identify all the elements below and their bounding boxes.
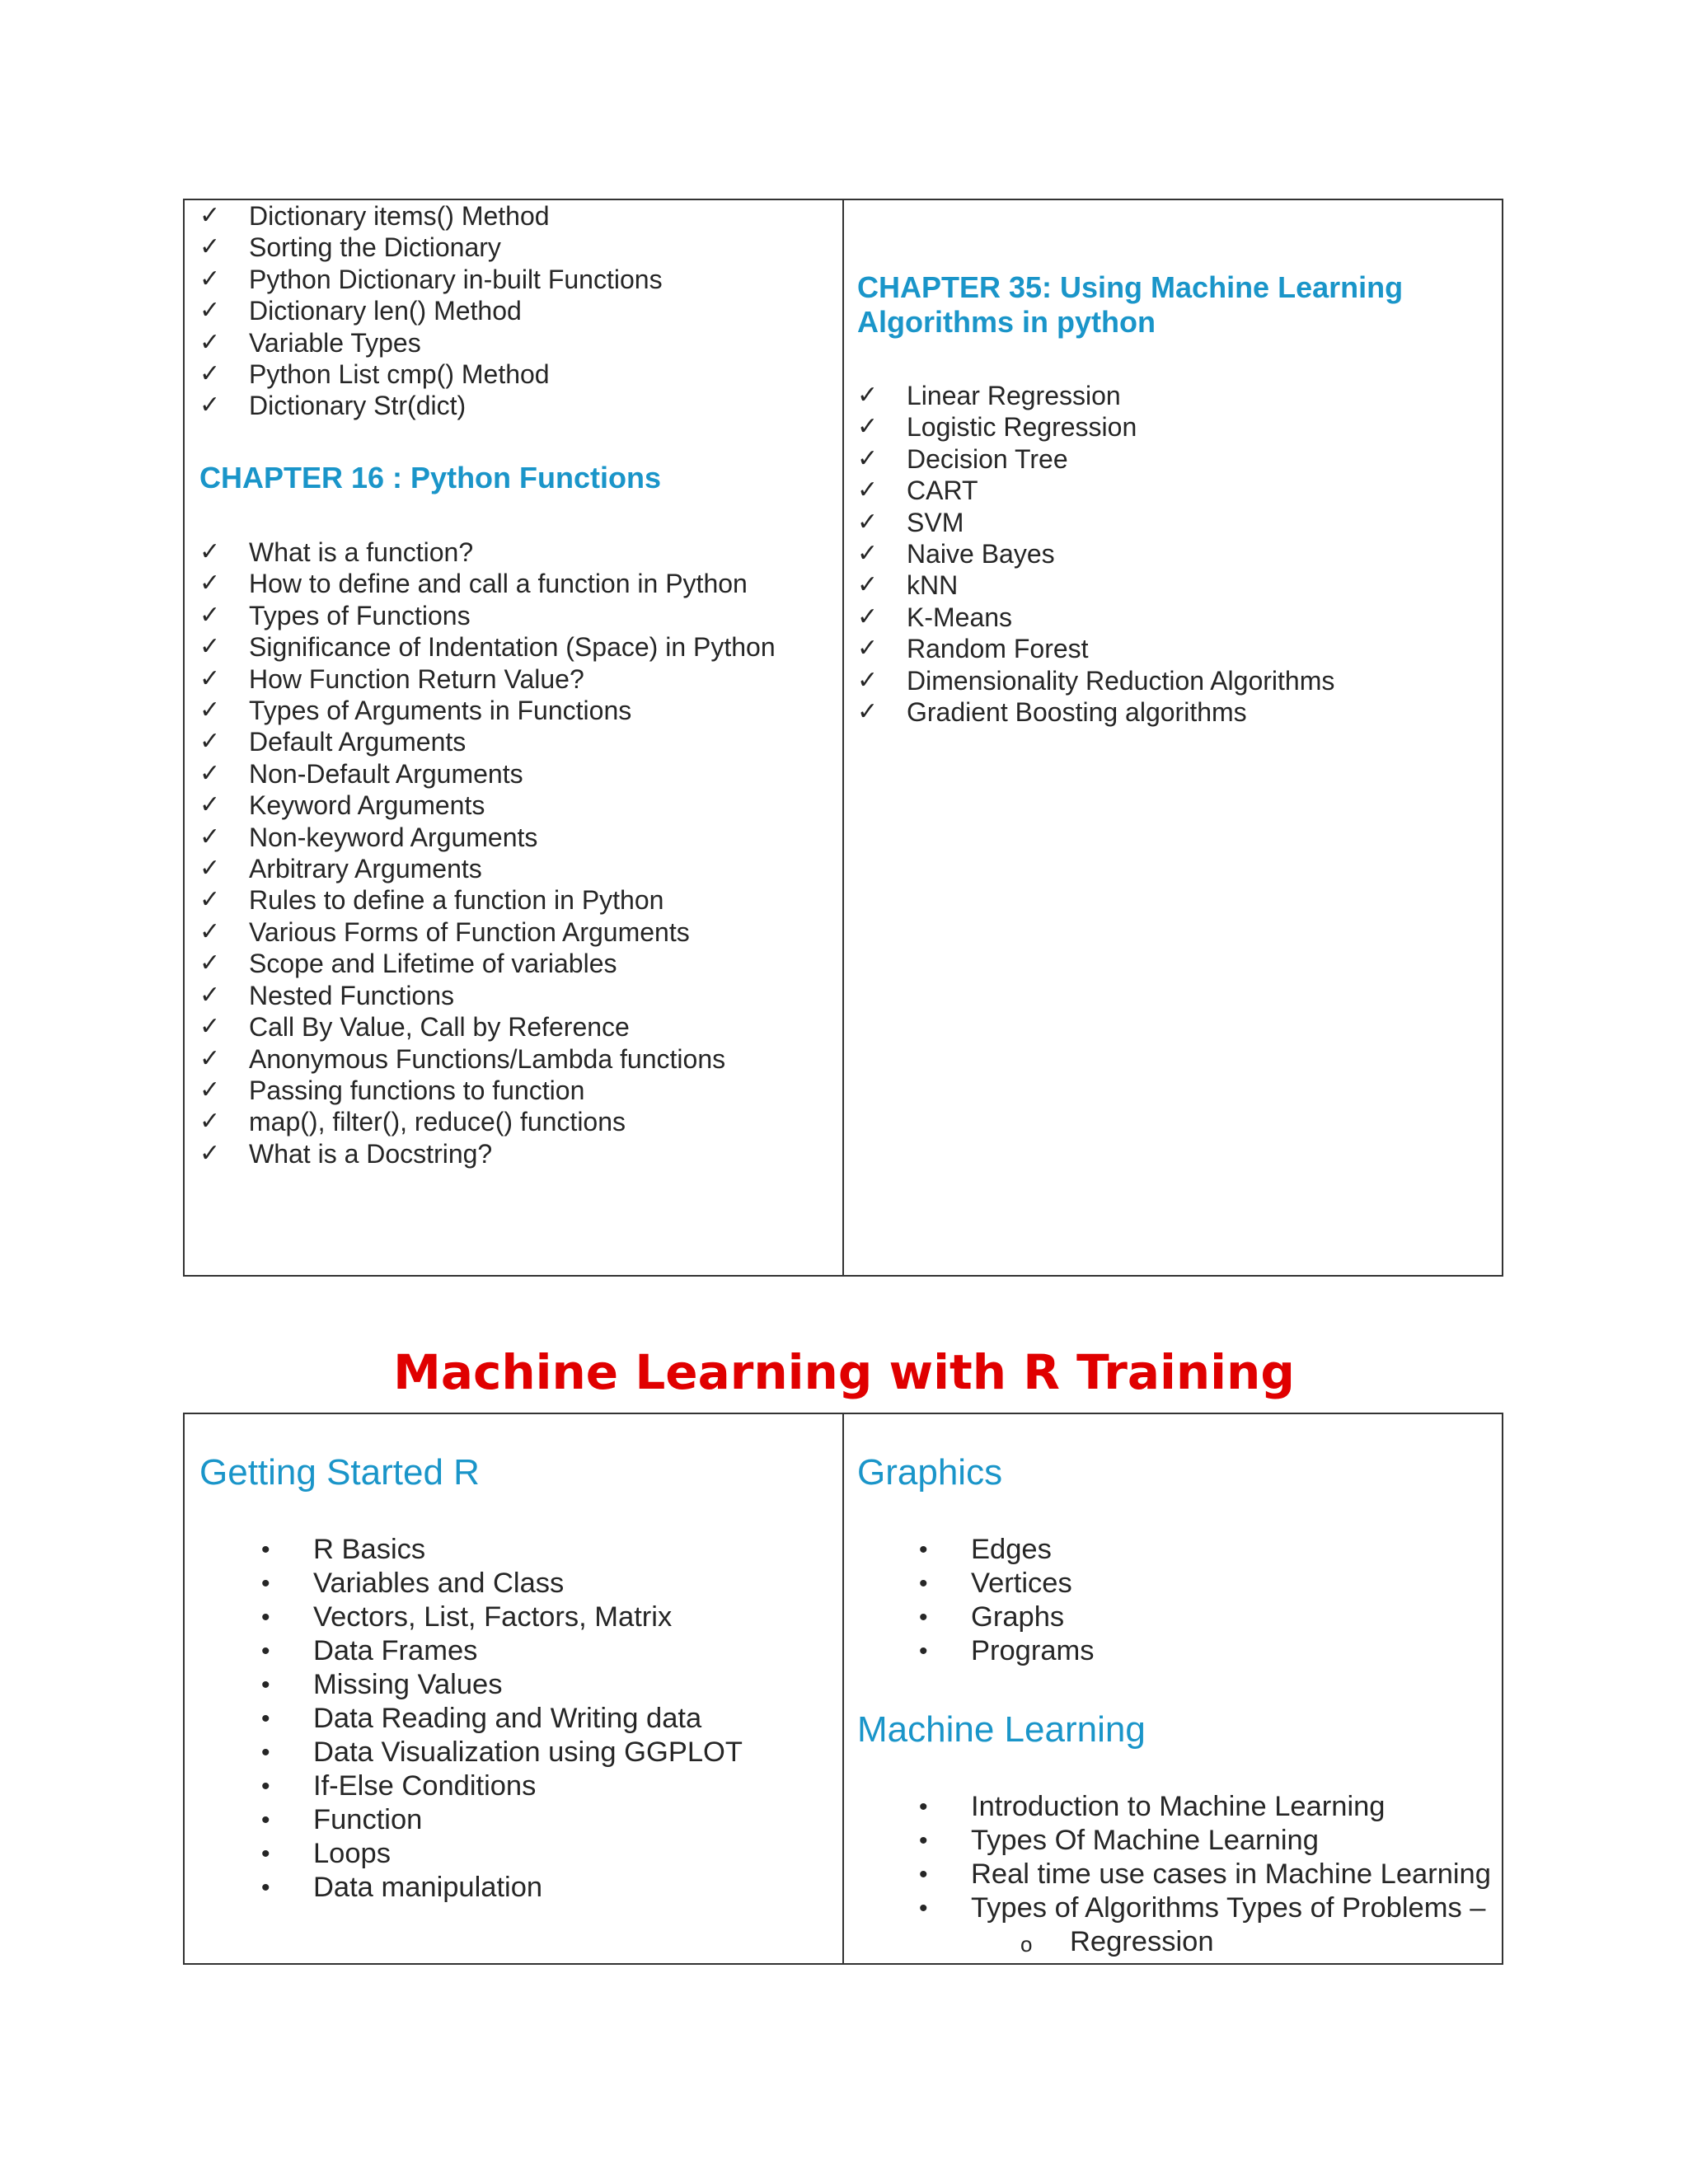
sub-list-item	[857, 1925, 1491, 1959]
list-item	[199, 1736, 743, 1769]
bullet-icon: •	[261, 1570, 270, 1597]
list-item	[857, 696, 1334, 728]
bullet-icon: •	[261, 1705, 270, 1732]
getting-started-r-title: Getting Started R	[199, 1452, 480, 1493]
machine-learning-topics	[857, 1790, 1491, 1959]
list-item	[199, 359, 663, 390]
dictionary-topic-list	[199, 200, 663, 422]
list-item-text: Arbitrary Arguments	[249, 854, 482, 884]
list-item-text: Passing functions to function	[249, 1075, 585, 1105]
list-item	[857, 507, 1334, 538]
list-item-text: Non-keyword Arguments	[249, 822, 538, 852]
list-item	[199, 1803, 743, 1837]
bullet-icon: •	[919, 1861, 928, 1888]
checkmark-icon: ✓	[199, 569, 221, 598]
checkmark-icon: ✓	[199, 264, 221, 293]
chapter-35-title	[857, 270, 1403, 340]
checkmark-icon: ✓	[199, 201, 221, 230]
list-item	[199, 1075, 776, 1106]
checkmark-icon: ✓	[857, 381, 879, 410]
list-item-text: Dictionary len() Method	[249, 296, 522, 326]
chapter-16-topic-list	[199, 537, 776, 1169]
list-item-text: CART	[907, 476, 978, 506]
graphics-title: Graphics	[857, 1452, 1003, 1493]
checkmark-icon: ✓	[199, 758, 221, 788]
list-item	[199, 1138, 776, 1169]
bullet-icon: •	[261, 1840, 270, 1868]
bullet-icon: •	[261, 1604, 270, 1631]
checkmark-icon: ✓	[199, 790, 221, 820]
list-item-text: Dictionary items() Method	[249, 201, 550, 231]
bullet-icon: •	[919, 1570, 928, 1597]
checkmark-icon: ✓	[857, 634, 879, 663]
checkmark-icon: ✓	[857, 697, 879, 727]
list-item-text: Naive Bayes	[907, 539, 1055, 569]
list-item	[199, 695, 776, 726]
machine-learning-title: Machine Learning	[857, 1709, 1146, 1750]
list-item	[199, 1769, 743, 1803]
list-item	[857, 1533, 1095, 1567]
list-item-text: Types of Algorithms Types of Problems –	[971, 1892, 1486, 1924]
list-item-text: Data Reading and Writing data	[313, 1703, 702, 1734]
list-item	[199, 327, 663, 359]
checkmark-icon: ✓	[199, 916, 221, 946]
list-item-text: Missing Values	[313, 1669, 503, 1700]
list-item-text: Random Forest	[907, 634, 1089, 664]
checkmark-icon: ✓	[199, 1138, 221, 1168]
bullet-icon: •	[919, 1827, 928, 1854]
list-item	[199, 1871, 743, 1905]
list-item-text: Variable Types	[249, 327, 421, 358]
list-item	[199, 758, 776, 790]
list-item-text: Graphs	[971, 1601, 1065, 1633]
list-item-text: Data Frames	[313, 1635, 478, 1666]
checkmark-icon: ✓	[199, 1075, 221, 1104]
list-item-text: R Basics	[313, 1534, 426, 1565]
bullet-icon: •	[919, 1604, 928, 1631]
list-item	[199, 663, 776, 695]
list-item-text: What is a function?	[249, 537, 474, 567]
chapter-35-topics	[857, 380, 1334, 728]
list-item-text: Nested Functions	[249, 980, 455, 1010]
list-item	[199, 537, 776, 568]
table2-left-column	[185, 1414, 844, 1963]
list-item-text: Non-Default Arguments	[249, 758, 523, 789]
checkmark-icon: ✓	[199, 632, 221, 662]
list-item-text: K-Means	[907, 602, 1013, 632]
list-item-text: map(), filter(), reduce() functions	[249, 1107, 626, 1137]
table1-left-column	[185, 200, 844, 1275]
list-item-text: Types Of Machine Learning	[971, 1825, 1319, 1856]
checkmark-icon: ✓	[199, 980, 221, 1010]
list-item	[199, 1011, 776, 1043]
checkmark-icon: ✓	[857, 443, 879, 473]
checkmark-icon: ✓	[857, 539, 879, 569]
machine-learning-list	[857, 1790, 1491, 1925]
list-item-text: Loops	[313, 1838, 391, 1869]
list-item-text: Gradient Boosting algorithms	[907, 697, 1247, 728]
section-title: Machine Learning with R Training	[393, 1344, 1295, 1400]
list-item	[857, 443, 1334, 475]
chapter-35-topic-list	[857, 380, 1334, 728]
list-item-text: Dimensionality Reduction Algorithms	[907, 665, 1335, 696]
list-item-text: Regression	[1070, 1926, 1214, 1957]
list-item-text: Linear Regression	[907, 381, 1121, 410]
list-item-text: Default Arguments	[249, 727, 467, 757]
checkmark-icon: ✓	[199, 663, 221, 693]
list-item	[857, 1824, 1491, 1858]
bullet-icon: •	[919, 1536, 928, 1563]
checkmark-icon: ✓	[199, 391, 221, 420]
list-item	[199, 884, 776, 916]
list-item-text: Edges	[971, 1534, 1052, 1565]
chapter-16-title: CHAPTER 16 : Python Functions	[199, 461, 662, 494]
list-item-text: If-Else Conditions	[313, 1770, 537, 1802]
bullet-icon: •	[261, 1638, 270, 1665]
list-item-text: Dictionary Str(dict)	[249, 391, 467, 421]
list-item-text: Anonymous Functions/Lambda functions	[249, 1043, 726, 1074]
list-item-text: How Function Return Value?	[249, 663, 584, 694]
list-item-text: Function	[313, 1804, 423, 1835]
list-item-text: Significance of Indentation (Space) in Python	[249, 632, 776, 663]
getting-started-r-list	[199, 1533, 743, 1905]
checkmark-icon: ✓	[199, 359, 221, 389]
bullet-icon: •	[919, 1793, 928, 1821]
list-item-text: Various Forms of Function Arguments	[249, 916, 690, 947]
checkmark-icon: ✓	[199, 232, 221, 262]
list-item	[857, 633, 1334, 664]
circle-bullet-icon: o	[1020, 1932, 1033, 1957]
checkmark-icon: ✓	[199, 600, 221, 630]
list-item	[857, 380, 1334, 411]
list-item-text: Variables and Class	[313, 1568, 565, 1599]
bullet-icon: •	[261, 1739, 270, 1766]
list-item-text: Scope and Lifetime of variables	[249, 949, 617, 979]
bullet-icon: •	[919, 1895, 928, 1922]
list-item-text: Logistic Regression	[907, 412, 1137, 443]
list-item	[199, 600, 776, 631]
list-item	[857, 602, 1334, 633]
chapter-35-title-line1: CHAPTER 35: Using Machine Learning	[857, 270, 1404, 304]
list-item	[857, 569, 1334, 601]
chapter-35-title-line2: Algorithms in python	[857, 305, 1156, 339]
list-item-text: Introduction to Machine Learning	[971, 1791, 1386, 1822]
list-item-text: SVM	[907, 507, 964, 537]
list-item-text: Decision Tree	[907, 443, 1068, 474]
list-item	[199, 232, 663, 263]
checkmark-icon: ✓	[857, 507, 879, 537]
list-item-text: Data manipulation	[313, 1872, 543, 1903]
list-item	[199, 822, 776, 853]
list-item-text: Rules to define a function in Python	[249, 885, 664, 916]
list-item	[199, 1533, 743, 1567]
list-item	[857, 1790, 1491, 1824]
checkmark-icon: ✓	[857, 665, 879, 695]
checkmark-icon: ✓	[857, 602, 879, 631]
list-item	[199, 1634, 743, 1668]
checkmark-icon: ✓	[857, 412, 879, 442]
checkmark-icon: ✓	[199, 537, 221, 566]
list-item	[199, 980, 776, 1011]
bullet-icon: •	[261, 1671, 270, 1699]
list-item	[199, 631, 776, 663]
checkmark-icon: ✓	[199, 1012, 221, 1042]
list-item-text: Programs	[971, 1635, 1095, 1666]
checkmark-icon: ✓	[857, 570, 879, 600]
list-item	[857, 475, 1334, 506]
bullet-icon: •	[261, 1536, 270, 1563]
list-item-text: Sorting the Dictionary	[249, 232, 501, 263]
list-item	[199, 1837, 743, 1871]
list-item	[199, 200, 663, 232]
checkmark-icon: ✓	[199, 949, 221, 978]
list-item	[199, 1668, 743, 1702]
python-syllabus-table	[183, 199, 1503, 1277]
checkmark-icon: ✓	[199, 885, 221, 915]
list-item	[857, 1567, 1095, 1601]
list-item	[199, 853, 776, 884]
list-item-text: Types of Functions	[249, 600, 471, 630]
getting-started-r-topics	[199, 1533, 743, 1905]
list-item-text: Real time use cases in Machine Learning	[971, 1858, 1491, 1890]
list-item-text: Keyword Arguments	[249, 790, 485, 821]
list-item	[199, 916, 776, 948]
list-item-text: What is a Docstring?	[249, 1138, 493, 1169]
bullet-icon: •	[919, 1638, 928, 1665]
graphics-topics	[857, 1533, 1095, 1668]
list-item-text: How to define and call a function in Python	[249, 569, 748, 599]
list-item	[199, 1106, 776, 1137]
checkmark-icon: ✓	[199, 1107, 221, 1137]
list-item-text: Types of Arguments in Functions	[249, 696, 632, 726]
bullet-icon: •	[261, 1807, 270, 1834]
table1-right-column	[844, 200, 1502, 1275]
list-item	[857, 1858, 1491, 1891]
bullet-icon: •	[261, 1874, 270, 1901]
checkmark-icon: ✓	[199, 854, 221, 883]
list-item	[199, 1043, 776, 1075]
list-item-text: Python Dictionary in-built Functions	[249, 264, 663, 294]
list-item-text: Data Visualization using GGPLOT	[313, 1736, 743, 1768]
list-item	[199, 1567, 743, 1601]
list-item	[199, 1601, 743, 1634]
list-item	[199, 568, 776, 599]
list-item	[199, 1702, 743, 1736]
list-item-text: Vectors, List, Factors, Matrix	[313, 1601, 673, 1633]
checkmark-icon: ✓	[857, 476, 879, 505]
checkmark-icon: ✓	[199, 327, 221, 357]
list-item-text: Call By Value, Call by Reference	[249, 1012, 630, 1043]
checkmark-icon: ✓	[199, 296, 221, 326]
checkmark-icon: ✓	[199, 822, 221, 851]
graphics-list	[857, 1533, 1095, 1668]
list-item	[857, 1634, 1095, 1668]
table2-right-column	[844, 1414, 1502, 1963]
checkmark-icon: ✓	[199, 696, 221, 725]
list-item	[199, 295, 663, 326]
bullet-icon: •	[261, 1773, 270, 1800]
list-item	[199, 790, 776, 821]
dictionary-topics	[199, 200, 663, 422]
list-item	[857, 411, 1334, 443]
list-item	[199, 390, 663, 421]
r-training-table	[183, 1413, 1503, 1965]
machine-learning-sublist	[857, 1925, 1491, 1959]
list-item-text: Vertices	[971, 1568, 1072, 1599]
list-item-text: kNN	[907, 570, 959, 601]
list-item-text: Python List cmp() Method	[249, 359, 550, 390]
list-item	[857, 665, 1334, 696]
list-item	[857, 538, 1334, 569]
list-item	[199, 948, 776, 979]
list-item	[857, 1891, 1491, 1925]
checkmark-icon: ✓	[199, 1043, 221, 1073]
list-item	[199, 726, 776, 757]
checkmark-icon: ✓	[199, 727, 221, 757]
list-item	[199, 264, 663, 295]
chapter-16-topics	[199, 537, 776, 1169]
list-item	[857, 1601, 1095, 1634]
